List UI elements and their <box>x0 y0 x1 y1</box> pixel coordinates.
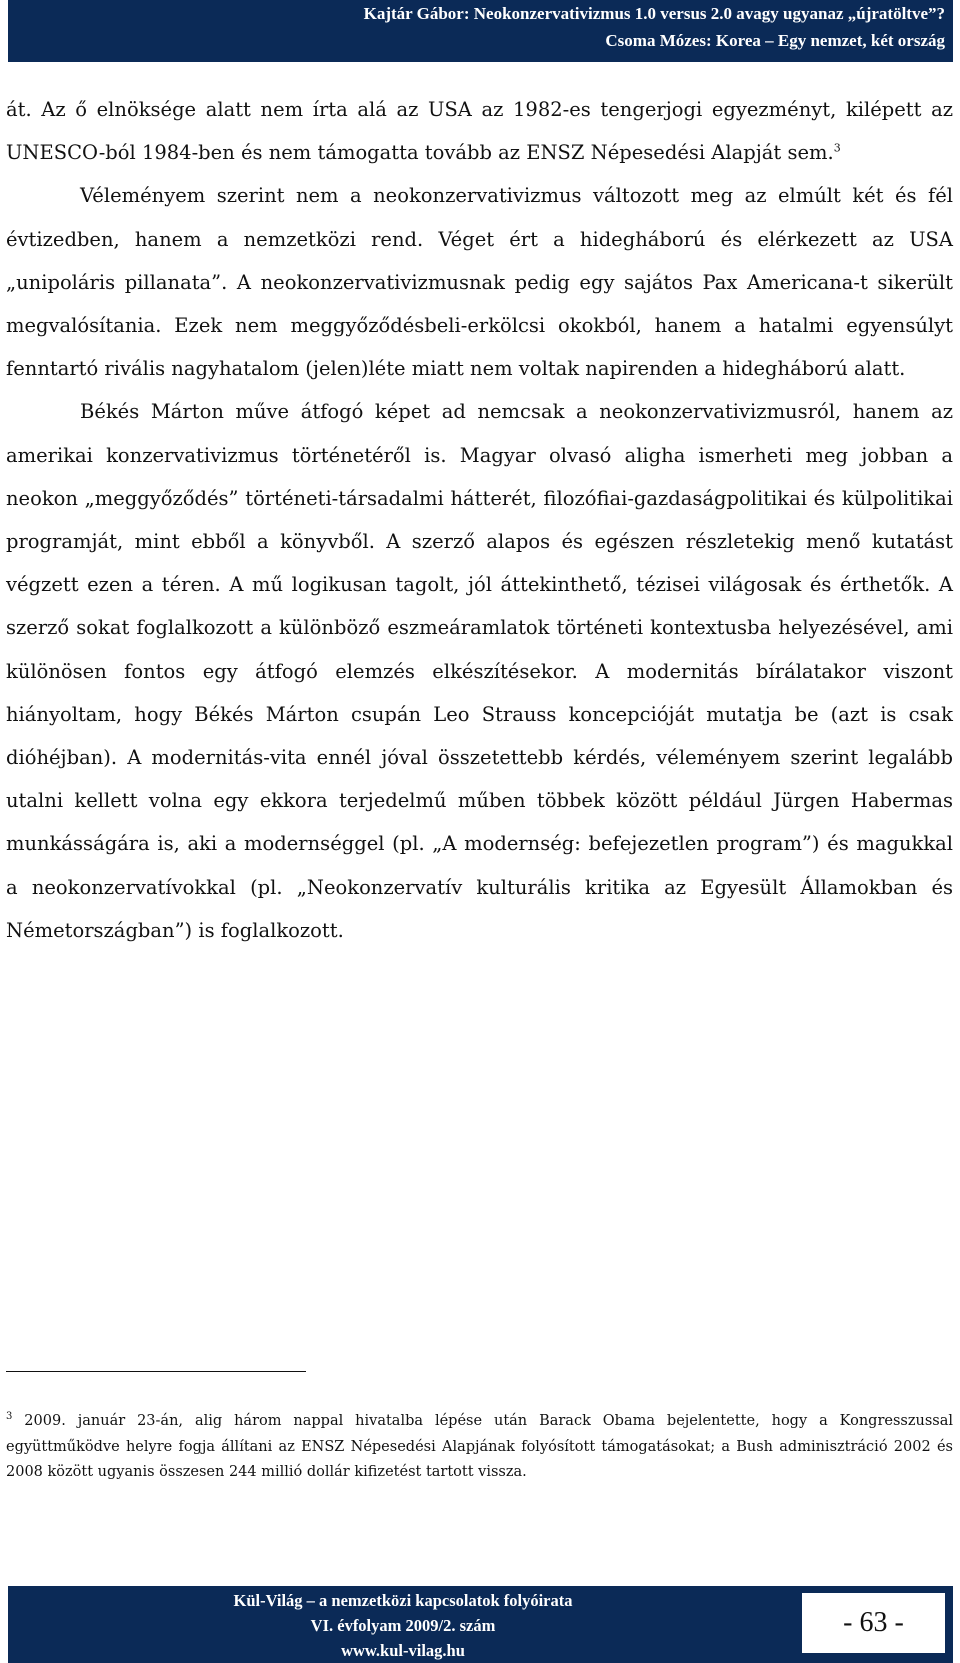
footnote-text: 2009. január 23-án, alig három nappal hivatalba lépése után Barack Obama bejelentette, hogy a Kongresszussal együttműködve helyre fogja állítani az ENSZ Népesedési Alapjának folyósított támogatásokat; a Bush adminisztráció 2002 és 2008 között ugyanis összesen 244 millió dollár kifizetést tartott vissza. <box>6 1413 953 1480</box>
footer-journal-name: Kül-Világ – a nemzetközi kapcsolatok folyóirata <box>233 1591 573 1610</box>
footnote <box>6 1409 953 1486</box>
header-next-article-title: Csoma Mózes: Korea – Egy nemzet, két ország <box>605 31 945 50</box>
paragraph-continuation <box>6 88 953 174</box>
page-number: - 63 - <box>802 1593 945 1653</box>
header-article-title: Kajtár Gábor: Neokonzervativizmus 1.0 versus 2.0 avagy ugyanaz „újratöltve”? <box>363 4 945 23</box>
running-header <box>8 0 953 62</box>
footer-volume: VI. évfolyam 2009/2. szám <box>310 1616 496 1635</box>
footnote-reference[interactable]: 3 <box>833 141 841 155</box>
main-text <box>6 88 953 952</box>
paragraph: Véleményem szerint nem a neokonzervativizmus változott meg az elmúlt két és fél évtizedben, hanem a nemzetközi rend. Véget ért a hidegháború és elérkezett az USA „unipoláris pillanata”. A neokonzervativizmusnak pedig egy sajátos Pax Americana-t sikerült megvalósítania. Ezek nem meggyőződésbeli-erkölcsi okokból, hanem a hatalmi egyensúlyt fenntartó rivális nagyhatalom (jelen)léte miatt nem voltak napirenden a hidegháború alatt. <box>6 184 953 381</box>
footnote-separator <box>6 1371 306 1372</box>
page-footer <box>8 1586 953 1663</box>
footer-website-link[interactable]: www.kul-vilag.hu <box>341 1641 465 1660</box>
footer-publication-info <box>8 1586 798 1663</box>
footnote-number: 3 <box>6 1411 13 1423</box>
paragraph: Békés Márton műve átfogó képet ad nemcsak a neokonzervativizmusról, hanem az amerikai konzervativizmus történetéről is. Magyar olvasó aligha ismerheti meg jobban a neokon „meggyőződés” történeti-társadalmi hátterét, filozófiai-gazdaságpolitikai és külpolitikai programját, mint ebből a könyvből. A szerző alapos és egészen részletekig menő kutatást végzett ezen a téren. A mű logikusan tagolt, jól áttekinthető, tézisei világosak és érthetők. A szerző sokat foglalkozott a különböző eszmeáramlatok történeti kontextusba helyezésével, ami különösen fontos egy átfogó elemzés elkészítésekor. A modernitás bírálatakor viszont hiányoltam, hogy Békés Márton csupán Leo Strauss koncepcióját mutatja be (azt is csak dióhéjban). A modernitás-vita ennél jóval összetettebb kérdés, véleményem szerint legalább utalni kellett volna egy ekkora terjedelmű műben többek között például Jürgen Habermas munkásságára is, aki a modernséggel (pl. „A modernség: befejezetlen program”) és magukkal a neokonzervatívokkal (pl. „Neokonzervatív kulturális kritika az Egyesült Államokban és Németországban”) is foglalkozott. <box>6 400 953 942</box>
paragraph-text: át. Az ő elnöksége alatt nem írta alá az USA az 1982-es tengerjogi egyezményt, kilépett az UNESCO-ból 1984-ben és nem támogatta tovább az ENSZ Népesedési Alapját sem. <box>6 98 953 165</box>
